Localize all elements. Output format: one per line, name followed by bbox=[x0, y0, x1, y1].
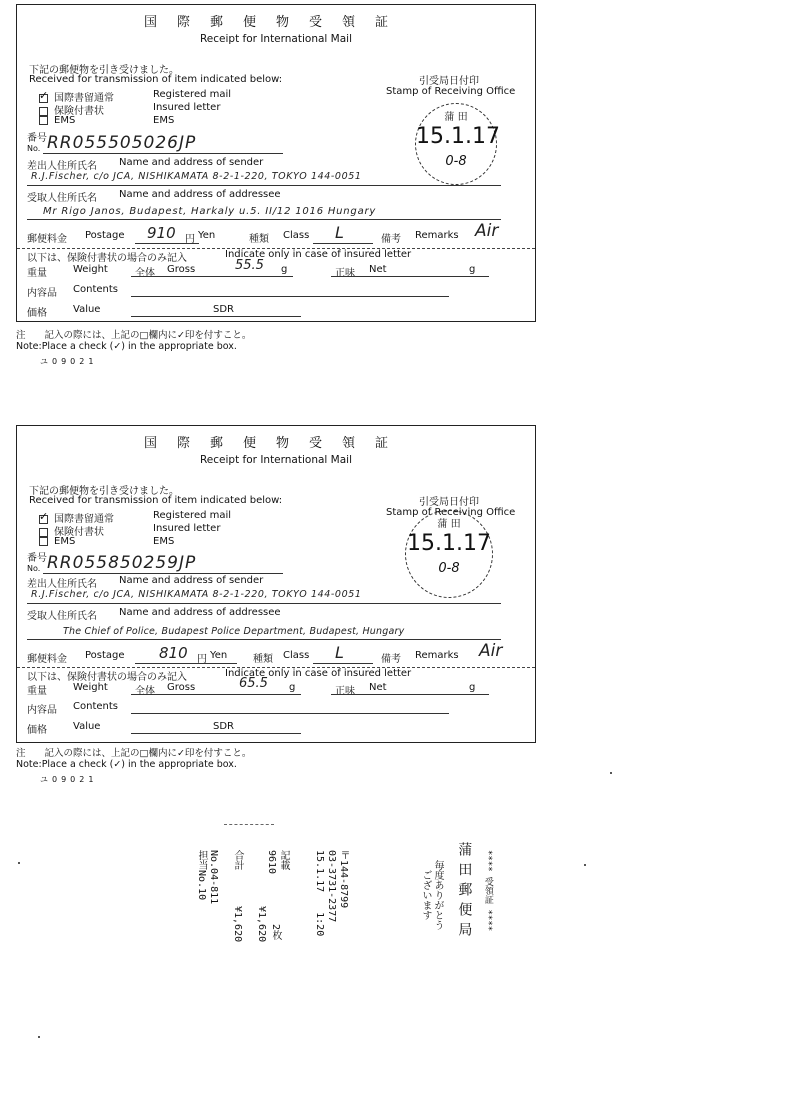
net-label-en: Net bbox=[369, 682, 387, 693]
net-label-jp: 正味 bbox=[335, 268, 355, 279]
value-label-jp: 価格 bbox=[27, 725, 47, 736]
class-label-en: Class bbox=[283, 230, 310, 241]
note-en-1: Note:Place a check (✓) in the appropriate box. bbox=[16, 341, 237, 352]
remarks-label-en: Remarks bbox=[415, 650, 459, 661]
gross-value: 65.5 bbox=[239, 676, 268, 691]
postmark-stamp: 蒲 田 15.1.17 0-8 bbox=[415, 103, 497, 185]
addressee-label-jp: 受取人住所氏名 bbox=[27, 193, 97, 204]
value-label-en: Value bbox=[73, 721, 101, 732]
staff-no: 担当No.10 bbox=[196, 850, 207, 901]
thanks-2: ございます bbox=[420, 870, 431, 920]
item-code: 9610 bbox=[266, 850, 277, 875]
postmark-stamp: 蒲 田 15.1.17 0-8 bbox=[405, 510, 493, 598]
value-unit: SDR bbox=[213, 304, 234, 315]
yen-jp: 円 bbox=[197, 654, 207, 665]
option-insured[interactable]: 保険付書状 Insured letter bbox=[39, 523, 104, 538]
received-en: Received for transmission of item indicated below: bbox=[29, 74, 283, 85]
thanks-1: 毎度ありがとう bbox=[432, 860, 443, 930]
checkbox-ems[interactable] bbox=[39, 116, 48, 125]
remarks-value: Air bbox=[475, 221, 499, 241]
class-value: L bbox=[335, 643, 344, 662]
net-label-en: Net bbox=[369, 264, 387, 275]
form-code-1: ユ09021 bbox=[40, 357, 98, 366]
receipt-2 bbox=[16, 425, 536, 743]
class-value: L bbox=[335, 223, 344, 242]
received-jp: 下記の郵便物を引き受けました。 bbox=[29, 65, 179, 76]
insured-note-en: Indicate only in case of insured letter bbox=[225, 668, 412, 679]
remarks-label-jp: 備考 bbox=[381, 234, 401, 245]
tracking-number: RR055505026JP bbox=[47, 133, 197, 153]
contents-label-jp: 内容品 bbox=[27, 705, 57, 716]
stamp-label-en: Stamp of Receiving Office bbox=[386, 86, 516, 97]
yen-en: Yen bbox=[210, 650, 228, 661]
stamp-date: 15.1.17 bbox=[407, 531, 491, 556]
sender-label-jp: 差出人住所氏名 bbox=[27, 161, 97, 172]
class-label-jp: 種類 bbox=[253, 654, 273, 665]
stamp-date: 15.1.17 bbox=[416, 124, 500, 149]
value-unit: SDR bbox=[213, 721, 234, 732]
stamp-label-en: Stamp of Receiving Office bbox=[386, 507, 516, 518]
contents-label-jp: 内容品 bbox=[27, 288, 57, 299]
remarks-label-en: Remarks bbox=[415, 230, 459, 241]
sender-label-en: Name and address of sender bbox=[119, 157, 264, 168]
contents-label-en: Contents bbox=[73, 284, 118, 295]
postage-value: 910 bbox=[147, 224, 176, 242]
title-jp: 国際郵便物受領証 bbox=[143, 15, 408, 30]
class-label-jp: 種類 bbox=[249, 234, 269, 245]
yen-jp: 円 bbox=[185, 234, 195, 245]
insured-note-en: Indicate only in case of insured letter bbox=[225, 249, 412, 260]
note-jp-1: 注 記入の際には、上記の□欄内に✓印を付すこと。 bbox=[16, 330, 252, 341]
receipt-1 bbox=[16, 4, 536, 322]
receipt-no: No.04-811 bbox=[208, 850, 219, 905]
option-registered[interactable]: ✓国際書留通常 Registered mail bbox=[39, 510, 114, 525]
item-label: 記載 bbox=[278, 850, 289, 870]
option-insured[interactable]: 保険付書状 Insured letter bbox=[39, 102, 104, 117]
tracking-number: RR055850259JP bbox=[47, 553, 197, 573]
insured-note-jp: 以下は、保険付書状の場合のみ記入 bbox=[27, 672, 187, 683]
option-ems[interactable]: EMS EMS bbox=[39, 536, 75, 547]
number-label-jp: 番号 bbox=[27, 133, 47, 144]
postage-label-jp: 郵便料金 bbox=[27, 234, 67, 245]
value-label-en: Value bbox=[73, 304, 101, 315]
stamp-time: 0-8 bbox=[445, 154, 467, 169]
net-unit: g bbox=[469, 264, 476, 275]
gross-value: 55.5 bbox=[235, 258, 264, 273]
weight-label-jp: 重量 bbox=[27, 268, 47, 279]
title-jp: 国際郵便物受領証 bbox=[143, 436, 408, 451]
net-unit: g bbox=[469, 682, 476, 693]
option-ems[interactable]: EMS EMS bbox=[39, 115, 75, 126]
postage-label-en: Postage bbox=[85, 230, 125, 241]
addressee-label-en: Name and address of addressee bbox=[119, 607, 281, 618]
postage-value: 810 bbox=[159, 644, 188, 662]
item-amount: ¥1,620 bbox=[256, 906, 267, 943]
contents-label-en: Contents bbox=[73, 701, 118, 712]
item-qty: 2枚 bbox=[270, 924, 281, 941]
gross-label-jp: 全体 bbox=[135, 686, 155, 697]
sender-label-en: Name and address of sender bbox=[119, 575, 264, 586]
phone: 03-3731-2377 bbox=[326, 850, 337, 923]
receipt-title: **** 受領証 **** bbox=[482, 850, 493, 932]
addressee-label-en: Name and address of addressee bbox=[119, 189, 281, 200]
postage-label-jp: 郵便料金 bbox=[27, 654, 67, 665]
title-en: Receipt for International Mail bbox=[199, 33, 352, 45]
number-label: No. bbox=[27, 144, 41, 153]
gross-unit: g bbox=[289, 682, 296, 693]
class-label-en: Class bbox=[283, 650, 310, 661]
weight-label-en: Weight bbox=[73, 682, 108, 693]
stamp-label-jp: 引受局日付印 bbox=[419, 497, 479, 508]
gross-label-en: Gross bbox=[167, 682, 196, 693]
value-label-jp: 価格 bbox=[27, 308, 47, 319]
weight-label-en: Weight bbox=[73, 264, 108, 275]
office-name: 蒲田郵便局 bbox=[456, 842, 473, 942]
received-en: Received for transmission of item indicated below: bbox=[29, 495, 283, 506]
stamp-time: 0-8 bbox=[438, 561, 460, 576]
gross-unit: g bbox=[281, 264, 288, 275]
net-label-jp: 正味 bbox=[335, 686, 355, 697]
insured-note-jp: 以下は、保険付書状の場合のみ記入 bbox=[27, 253, 187, 264]
note-jp-2: 注 記入の際には、上記の□欄内に✓印を付すこと。 bbox=[16, 748, 252, 759]
number-label-jp: 番号 bbox=[27, 553, 47, 564]
gross-label-jp: 全体 bbox=[135, 268, 155, 279]
yen-en: Yen bbox=[198, 230, 216, 241]
sender-value: R.J.Fischer, c/o JCA, NISHIKAMATA 8-2-1-220, TOKYO 144-0051 bbox=[31, 171, 362, 182]
checkbox-ems[interactable] bbox=[39, 537, 48, 546]
addressee-value: The Chief of Police, Budapest Police Department, Budapest, Hungary bbox=[63, 626, 405, 637]
form-code-2: ユ09021 bbox=[40, 775, 98, 784]
gross-label-en: Gross bbox=[167, 264, 196, 275]
option-registered[interactable]: ✓国際書留通常 Registered mail bbox=[39, 89, 114, 104]
receipt-date: 15.1.17 1:20 bbox=[314, 850, 325, 937]
addressee-label-jp: 受取人住所氏名 bbox=[27, 611, 97, 622]
sender-value: R.J.Fischer, c/o JCA, NISHIKAMATA 8-2-1-220, TOKYO 144-0051 bbox=[31, 589, 362, 600]
sender-label-jp: 差出人住所氏名 bbox=[27, 579, 97, 590]
note-en-2: Note:Place a check (✓) in the appropriate box. bbox=[16, 759, 237, 770]
weight-label-jp: 重量 bbox=[27, 686, 47, 697]
addressee-value: Mr Rigo Janos, Budapest, Harkaly u.5. II/12 1016 Hungary bbox=[43, 206, 377, 217]
postage-label-en: Postage bbox=[85, 650, 125, 661]
received-jp: 下記の郵便物を引き受けました。 bbox=[29, 486, 179, 497]
number-label: No. bbox=[27, 564, 41, 573]
remarks-label-jp: 備考 bbox=[381, 654, 401, 665]
total-label: 合計 bbox=[232, 850, 243, 870]
total-amount: ¥1,620 bbox=[232, 906, 243, 943]
stamp-label-jp: 引受局日付印 bbox=[419, 76, 479, 87]
title-en: Receipt for International Mail bbox=[199, 454, 352, 466]
remarks-value: Air bbox=[479, 641, 503, 661]
postal-code: 〒144-8799 bbox=[338, 850, 349, 909]
